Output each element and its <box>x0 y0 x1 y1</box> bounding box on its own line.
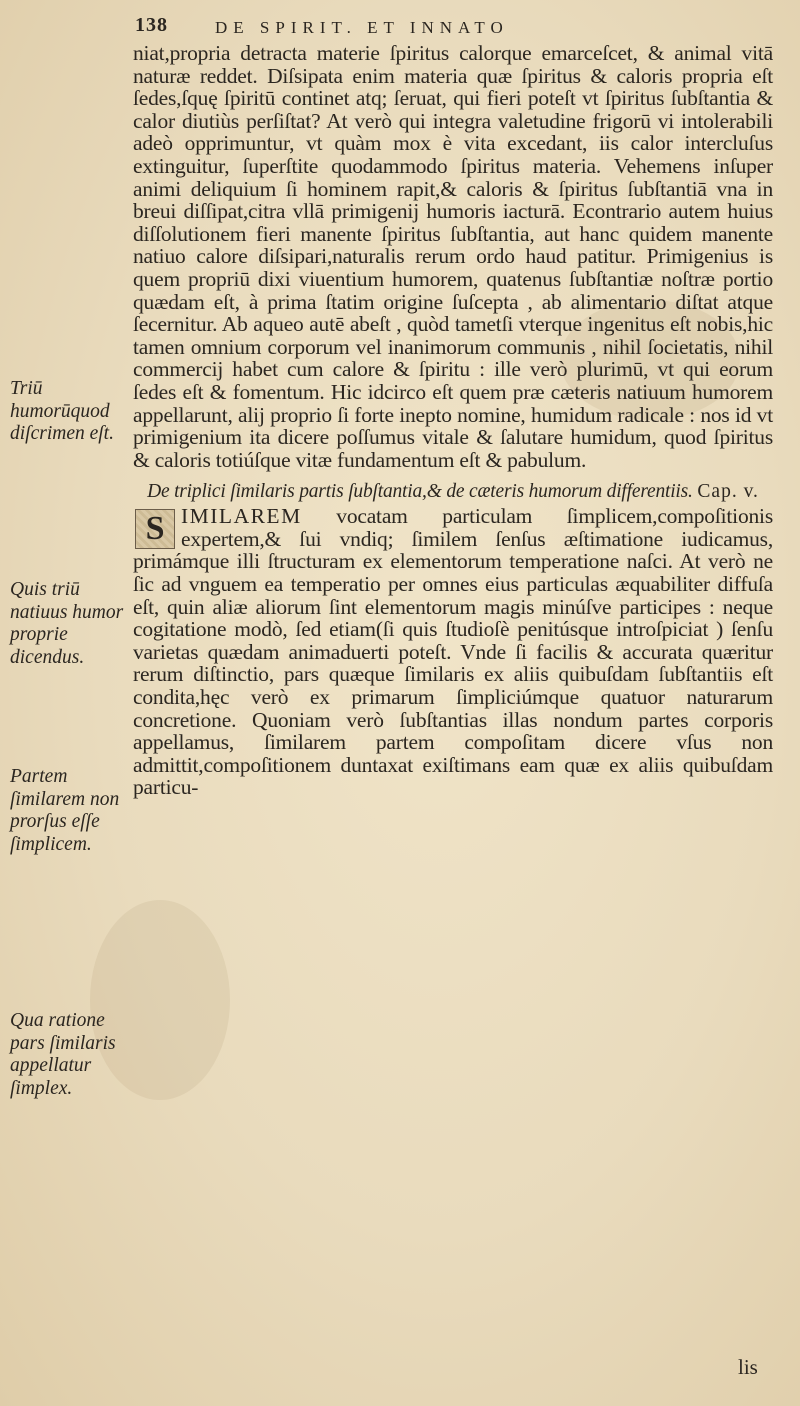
main-text <box>133 42 773 799</box>
margin-note: Partem ſimilarem non prorſus eſſe ſimplicem. <box>10 766 120 855</box>
page-number: 138 <box>135 14 168 36</box>
margin-note: Quis triū natiuus humor proprie dicendus. <box>10 579 124 668</box>
chapter-heading <box>133 481 773 503</box>
paragraph-text: vocatam particulam ſimplicem,compoſitionis expertem,& ſui vndiq; ſimilem ſenſus æſtimatione iudicamus, primámque illi ſtructuram ex elementorum temperatione naſci. At verò ne ſic ad vnguem ea temperatio per omnes eius particulas æquabiliter diffuſa eſt, quin aliæ aliorum ſint elementorum magis minúſve participes : neque cogitatione modò, ſed etiam(ſi quis ſtudioſè penitúsque introſpiciat ) ſenſu varietas quædam animaduerti poteſt. Vnde ſi facilis & accurata quæritur rerum diſtinctio, pars quæque ſimilaris ex aliis quibuſdam ſubſtantiis eſt condita,hęc verò ex primarum ſimpliciúmque quatuor naturarum concretione. Quoniam verò ſubſtantias illas nondum partes corporis appellamus, ſimilarem partem compoſitam dicere vſus non admittit,compoſitionem duntaxat exiſtimans eam quæ ex aliis quibuſdam particu- <box>133 504 773 800</box>
catchword: lis <box>738 1355 758 1379</box>
decorated-initial: S <box>135 509 175 549</box>
chapter-title: De triplici ſimilaris partis ſubſtantia,& de cæteris humorum differentiis. <box>147 481 693 503</box>
page-header <box>135 14 775 44</box>
paragraph <box>133 505 773 799</box>
running-title: DE SPIRIT. ET INNATO <box>215 18 509 37</box>
margin-note: Triū humorūquod diſcrimen eſt. <box>10 378 114 444</box>
paragraph-lead-word: IMILAREM <box>181 504 302 529</box>
paragraph: niat,propria detracta materie ſpiritus calorque emarceſcet, & animal vitā naturæ reddet. Diſsipata enim materia quæ ſpiritus & caloris propria eſt ſedes,ſquę ſpiritū continet atq; ſeruat, qui fieri poteſt vt ſpiritus ſubſtantia & calor diutiùs perſiſtat? At verò qui integra valetudine frigorū vi intolerabili adeò opprimuntur, vt quàm mox è vita excedant, iis calor intercluſus extinguitur, ſuperſtite quodammodo ſpiritus materia. Vehemens inſuper animi deliquium ſi hominem rapit,& caloris & ſpiritus ſubſtantiā vna in breui diſſipat,citra vllā primigenij humoris iacturā. Econtrario autem huius diſſolutionem fieri manente ſpiritus ſubſtantia, aut hanc quidem manente natiuo calore diſsipari,naturalis rerum ordo haud patitur. Primigenius is quem propriū dixi viuentium humorem, quatenus ſubſtantiæ noſtræ portio quædam eſt, à prima ſtatim origine ſuſcepta , ab alimentario diſtat atque ſecernitur. Ab aqueo autē abeſt , quòd tametſi vterque ingenitus eſt nobis,hic tamen omnium corporum vel inanimorum communis , nihil ſocietatis, nihil commercij habet cum calore & ſpiritu : ille verò plurimū, vt qui eorum ſedes eſt & fomentum. Hic idcirco eſt quem præ cæteris natiuum humorem appellarunt, alij proprio ſi forte inepto nomine, humidum radicale : nos id vt primigenium ita dicere poſſumus vitale & ſalutare humidum, quod ſpiritus & caloris totiúſque vitæ fundamentum eſt & pabulum. <box>133 41 773 472</box>
chapter-label: Cap. v. <box>697 481 759 503</box>
margin-note: Qua ratione pars ſimilaris appellatur ſimplex. <box>10 1010 116 1099</box>
